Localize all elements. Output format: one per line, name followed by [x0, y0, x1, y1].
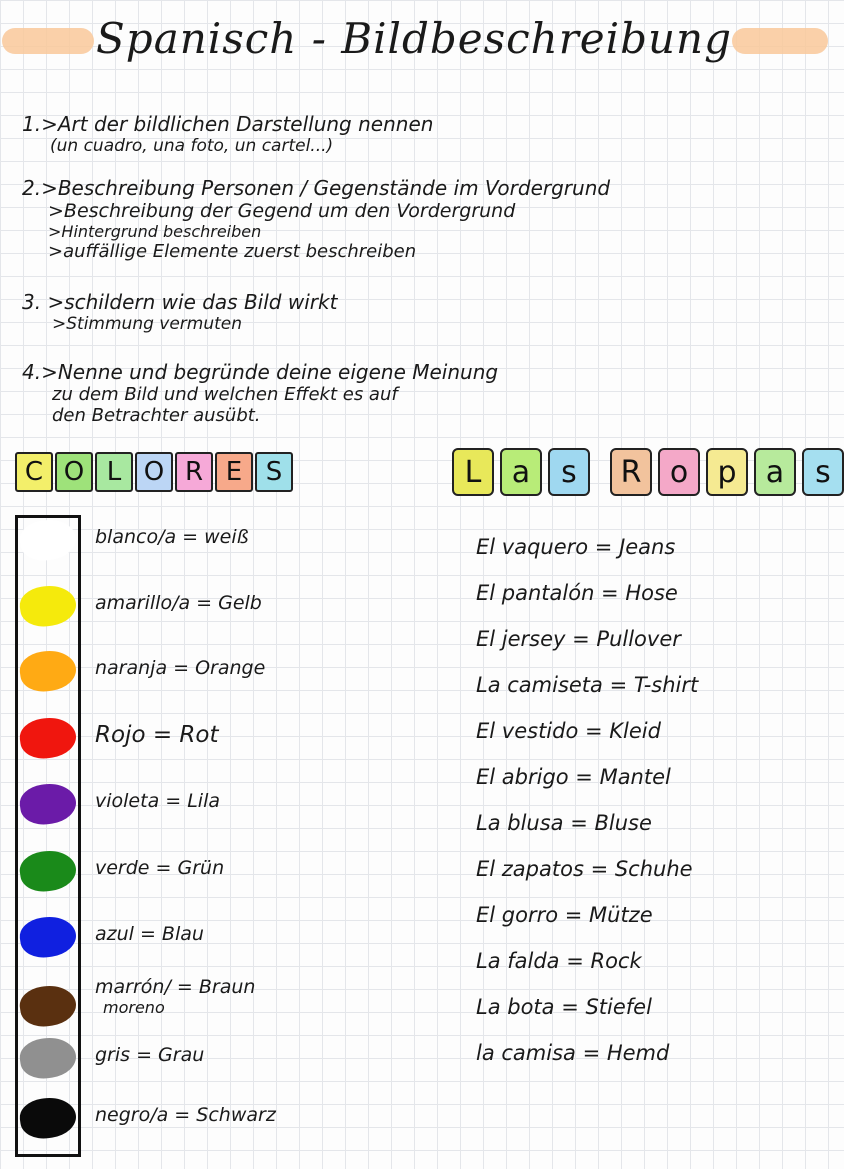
- color-row: [15, 1030, 415, 1090]
- ropas-letter: a: [754, 448, 796, 496]
- color-row: [15, 1090, 415, 1150]
- clothes-item: la camisa = Hemd: [476, 1041, 670, 1065]
- color-word: naranja = Orange: [95, 657, 266, 679]
- color-word: negro/a = Schwarz: [95, 1104, 276, 1126]
- color-swatch: [17, 647, 78, 694]
- step-3: [22, 290, 337, 334]
- color-row: [15, 776, 415, 836]
- color-swatch: [17, 780, 78, 827]
- color-word: gris = Grau: [95, 1044, 205, 1066]
- step-2: [22, 176, 610, 262]
- color-swatch: [17, 913, 78, 960]
- color-word: blanco/a = weiß: [95, 526, 249, 548]
- color-row: [15, 978, 415, 1038]
- clothes-list: [476, 535, 698, 1087]
- color-swatch: [17, 1034, 78, 1081]
- ropas-letter: s: [548, 448, 590, 496]
- step-2-line-2: >Beschreibung der Gegend um den Vordergrund: [48, 200, 516, 222]
- colores-letter: R: [175, 452, 213, 492]
- color-word: amarillo/a = Gelb: [95, 592, 262, 614]
- color-swatch: [17, 582, 78, 629]
- color-word: violeta = Lila: [95, 790, 220, 812]
- color-swatch: [17, 1094, 78, 1141]
- clothes-item: El pantalón = Hose: [476, 581, 678, 605]
- ropas-letter: p: [706, 448, 748, 496]
- step-4-line-3: den Betrachter ausübt.: [52, 405, 261, 426]
- step-2-line-3: >Hintergrund beschreiben: [48, 222, 262, 241]
- color-swatch: [17, 516, 78, 563]
- page-title: Spanisch - Bildbeschreibung: [96, 14, 732, 63]
- color-swatch: [17, 847, 78, 894]
- clothes-item: La falda = Rock: [476, 949, 642, 973]
- ropas-letter: a: [500, 448, 542, 496]
- colores-letter: L: [95, 452, 133, 492]
- clothes-item: El abrigo = Mantel: [476, 765, 671, 789]
- clothes-item: El zapatos = Schuhe: [476, 857, 693, 881]
- clothes-item: El gorro = Mütze: [476, 903, 653, 927]
- colores-letter: O: [135, 452, 173, 492]
- colores-letter: C: [15, 452, 53, 492]
- color-row: [15, 512, 415, 572]
- ropas-letter: o: [658, 448, 700, 496]
- step-1-sub: (un cuadro, una foto, un cartel...): [50, 136, 334, 156]
- step-4-line-2: zu dem Bild und welchen Effekt es auf: [52, 384, 398, 405]
- color-word-line: moreno: [103, 997, 165, 1017]
- colores-letter: E: [215, 452, 253, 492]
- step-1-main: 1.>Art der bildlichen Darstellung nennen: [22, 112, 434, 136]
- color-swatch: [17, 982, 78, 1029]
- color-swatch: [17, 714, 78, 761]
- clothes-item: El vaquero = Jeans: [476, 535, 676, 559]
- ropas-letter: s: [802, 448, 844, 496]
- colores-letter: O: [55, 452, 93, 492]
- step-2-main: 2.>Beschreibung Personen / Gegenstände im Vordergrund: [22, 176, 611, 200]
- step-4-main: 4.>Nenne und begründe deine eigene Meinung: [22, 360, 499, 384]
- color-row: [15, 843, 415, 903]
- color-row: [15, 578, 415, 638]
- colores-letter: S: [255, 452, 293, 492]
- color-row: [15, 710, 415, 770]
- color-word-line: marrón/ = Braun: [95, 976, 256, 998]
- step-2-line-4: >auffällige Elemente zuerst beschreiben: [48, 241, 417, 262]
- color-word: verde = Grün: [95, 857, 225, 879]
- clothes-item: La camiseta = T-shirt: [476, 673, 699, 697]
- clothes-item: El jersey = Pullover: [476, 627, 681, 651]
- colores-heading: [15, 452, 293, 492]
- clothes-item: La blusa = Bluse: [476, 811, 652, 835]
- step-4: [22, 360, 498, 426]
- ropas-letter: L: [452, 448, 494, 496]
- ropas-letter: R: [610, 448, 652, 496]
- step-1: [22, 112, 433, 156]
- color-word: azul = Blau: [95, 923, 204, 945]
- ropas-heading: [452, 448, 844, 496]
- color-row: [15, 909, 415, 969]
- color-word: Rojo = Rot: [95, 722, 219, 748]
- step-3-main: 3. >schildern wie das Bild wirkt: [22, 290, 338, 314]
- ropas-word-gap: [596, 448, 604, 492]
- clothes-item: La bota = Stiefel: [476, 995, 652, 1019]
- step-3-sub: >Stimmung vermuten: [52, 314, 243, 334]
- clothes-item: El vestido = Kleid: [476, 719, 661, 743]
- color-word: [95, 978, 255, 1018]
- color-row: [15, 643, 415, 703]
